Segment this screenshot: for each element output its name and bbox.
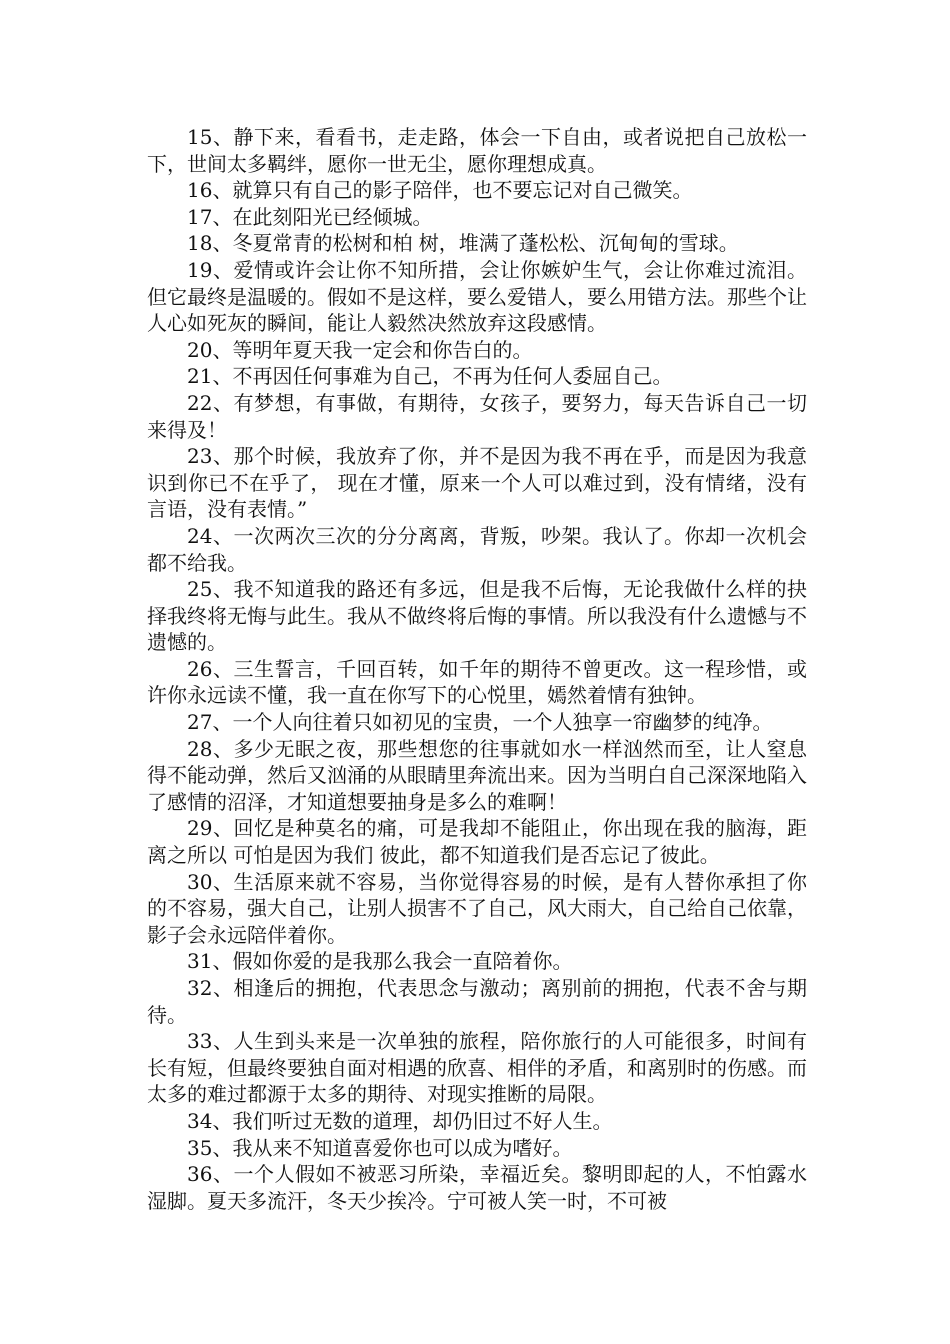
paragraph-35: 35、我从来不知道喜爱你也可以成为嗜好。 (187, 1135, 573, 1160)
document-body (147, 124, 807, 1214)
paragraph-18: 18、冬夏常青的松树和柏 树，堆满了蓬松松、沉甸甸的雪球。 (187, 231, 739, 256)
paragraph-23: 23、那个时候，我放弃了你，并不是因为我不再在乎，而是因为我意识到你已不在乎了， 现在才懂，原来一个人可以难过到，没有情绪，没有言语，没有表情。” (147, 444, 807, 522)
paragraph-32: 32、相逢后的拥抱，代表思念与激动；离别前的拥抱，代表不舍与期待。 (147, 976, 807, 1027)
paragraph-24: 24、一次两次三次的分分离离，背叛，吵架。我认了。你却一次机会都不给我。 (147, 523, 807, 575)
paragraph-21: 21、不再因任何事难为自己，不再为任何人委屈自己。 (187, 364, 673, 389)
paragraph-27: 27、一个人向往着只如初见的宝贵，一个人独享一帘幽梦的纯净。 (187, 710, 773, 735)
paragraph-29: 29、回忆是种莫名的痛，可是我却不能阻止，你出现在我的脑海，距离之所以 可怕是因为我们 彼此，都不知道我们是否忘记了彼此。 (147, 816, 807, 868)
paragraph-36: 36、一个人假如不被恶习所染，幸福近矣。黎明即起的人，不怕露水湿脚。夏天多流汗，冬天少挨冷。宁可被人笑一时，不可被 (147, 1162, 807, 1213)
paragraph-17: 17、在此刻阳光已经倾城。 (187, 204, 433, 229)
paragraph-25: 25、我不知道我的路还有多远，但是我不后悔，无论我做什么样的抉择我终将无悔与此生。我从不做终将后悔的事情。所以我没有什么遗憾与不遗憾的。 (147, 577, 807, 655)
paragraph-28: 28、多少无眠之夜，那些想您的往事就如水一样汹然而至，让人窒息得不能动弹，然后又汹涌的从眼睛里奔流出来。因为当明白自己深深地陷入了感情的沼泽，才知道想要抽身是多么的难啊！ (147, 736, 807, 814)
paragraph-16: 16、就算只有自己的影子陪伴，也不要忘记对自己微笑。 (187, 178, 693, 203)
paragraph-20: 20、等明年夏天我一定会和你告白的。 (187, 337, 533, 362)
paragraph-15: 15、静下来，看看书，走走路，体会一下自由，或者说把自己放松一下，世间太多羁绊，愿你一世无尘，愿你理想成真。 (147, 125, 807, 176)
paragraph-33: 33、人生到头来是一次单独的旅程，陪你旅行的人可能很多，时间有长有短，但最终要独自面对相遇的欣喜、相伴的矛盾，和离别时的伤感。而太多的难过都源于太多的期待、对现实推断的局限。 (147, 1029, 807, 1107)
paragraph-19: 19、爱情或许会让你不知所措，会让你嫉妒生气，会让你难过流泪。但它最终是温暖的。假如不是这样，要么爱错人，要么用错方法。那些个让人心如死灰的瞬间，能让人毅然决然放弃这段感情。 (147, 257, 807, 336)
paragraph-26: 26、三生誓言，千回百转，如千年的期待不曾更改。这一程珍惜，或许你永远读不懂，我一直在你写下的心悦里，嫣然着情有独钟。 (147, 656, 807, 708)
paragraph-22: 22、有梦想，有事做，有期待，女孩子，要努力，每天告诉自己一切来得及！ (147, 390, 807, 442)
paragraph-34: 34、我们听过无数的道理，却仍旧过不好人生。 (187, 1108, 613, 1133)
paragraph-31: 31、假如你爱的是我那么我会一直陪着你。 (187, 949, 573, 974)
paragraph-30: 30、生活原来就不容易，当你觉得容易的时候，是有人替你承担了你的不容易，强大自己，让别人损害不了自己，风大雨大，自己给自己依靠，影子会永远陪伴着你。 (147, 869, 807, 947)
